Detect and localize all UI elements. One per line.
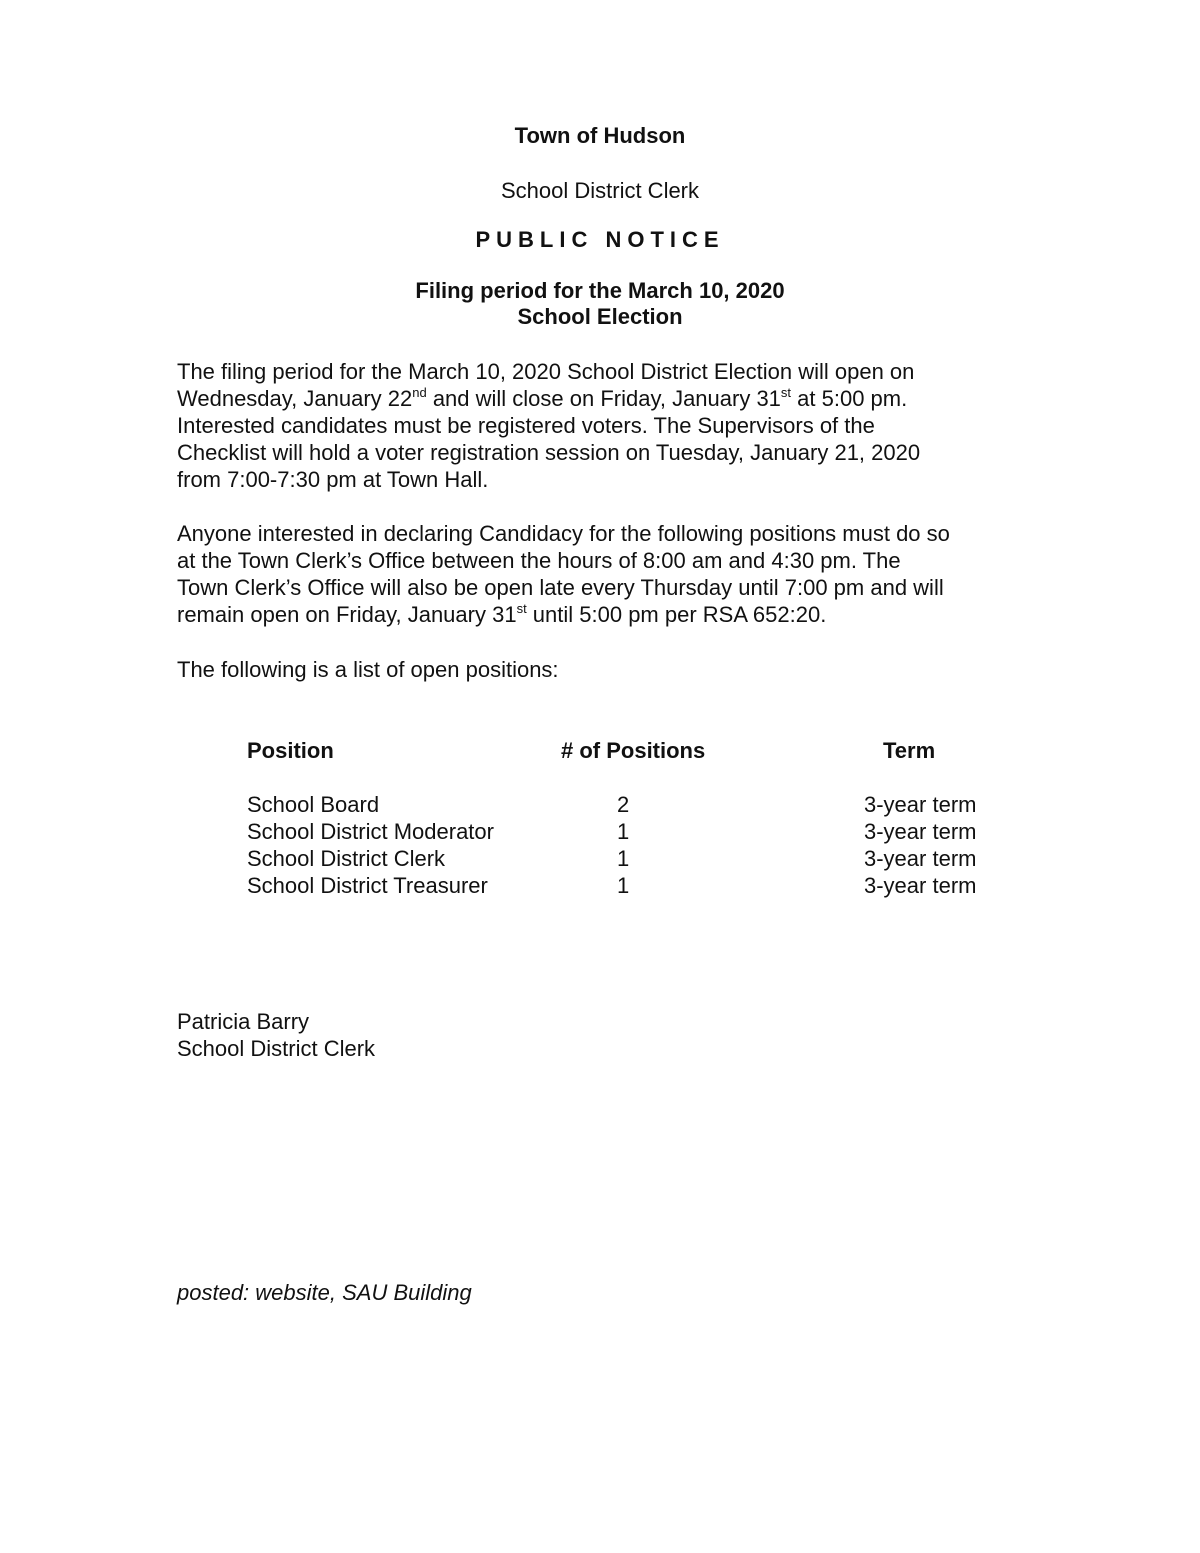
text-run: and will close on Friday, January 31 bbox=[426, 386, 781, 411]
paragraph-line: The filing period for the March 10, 2020 School District Election will open on bbox=[177, 359, 915, 384]
position-term: 3-year term bbox=[864, 846, 977, 871]
text-run: Wednesday, January 22 bbox=[177, 386, 413, 411]
position-name: School Board bbox=[247, 792, 380, 817]
position-name: School District Clerk bbox=[247, 846, 446, 871]
paragraph-line: Interested candidates must be registered voters. The Supervisors of the bbox=[177, 413, 875, 438]
position-name: School District Moderator bbox=[247, 819, 494, 844]
filing-paragraph bbox=[177, 358, 1027, 493]
text-run: remain open on Friday, January 31 bbox=[177, 602, 517, 627]
position-term: 3-year term bbox=[864, 792, 977, 817]
ordinal-suffix: st bbox=[780, 385, 792, 400]
signature-name: Patricia Barry bbox=[177, 1009, 310, 1034]
ordinal-suffix: nd bbox=[412, 385, 427, 400]
signature-title: School District Clerk bbox=[177, 1036, 376, 1061]
position-count: 1 bbox=[617, 819, 630, 844]
posted-note: posted: website, SAU Building bbox=[177, 1280, 472, 1305]
notice-heading: PUBLIC NOTICE bbox=[475, 227, 725, 252]
filing-heading-line2: School Election bbox=[517, 304, 683, 329]
paragraph-line bbox=[177, 385, 1027, 412]
paragraph-line: at the Town Clerk’s Office between the hours of 8:00 am and 4:30 pm. The bbox=[177, 548, 901, 573]
page-subtitle: School District Clerk bbox=[500, 178, 700, 203]
position-count: 2 bbox=[617, 792, 630, 817]
text-run: until 5:00 pm per RSA 652:20. bbox=[526, 602, 827, 627]
paragraph-line bbox=[177, 601, 1027, 628]
column-header-term: Term bbox=[883, 738, 936, 763]
paragraph-line: Checklist will hold a voter registration session on Tuesday, January 21, 2020 bbox=[177, 440, 921, 465]
position-count: 1 bbox=[617, 846, 630, 871]
paragraph-line: Anyone interested in declaring Candidacy for the following positions must do so bbox=[177, 521, 950, 546]
ordinal-suffix: st bbox=[516, 601, 527, 616]
filing-heading-line1: Filing period for the March 10, 2020 bbox=[415, 278, 785, 303]
position-count: 1 bbox=[617, 873, 630, 898]
text-run: at 5:00 pm. bbox=[791, 386, 908, 411]
paragraph-line: Town Clerk’s Office will also be open late every Thursday until 7:00 pm and will bbox=[177, 575, 944, 600]
positions-intro: The following is a list of open positions: bbox=[177, 657, 559, 682]
page-title: Town of Hudson bbox=[514, 123, 686, 148]
candidacy-paragraph bbox=[177, 520, 1027, 628]
column-header-position: Position bbox=[247, 738, 334, 763]
position-term: 3-year term bbox=[864, 819, 977, 844]
paragraph-line: from 7:00-7:30 pm at Town Hall. bbox=[177, 467, 489, 492]
position-term: 3-year term bbox=[864, 873, 977, 898]
column-header-count: # of Positions bbox=[561, 738, 706, 763]
position-name: School District Treasurer bbox=[247, 873, 488, 898]
